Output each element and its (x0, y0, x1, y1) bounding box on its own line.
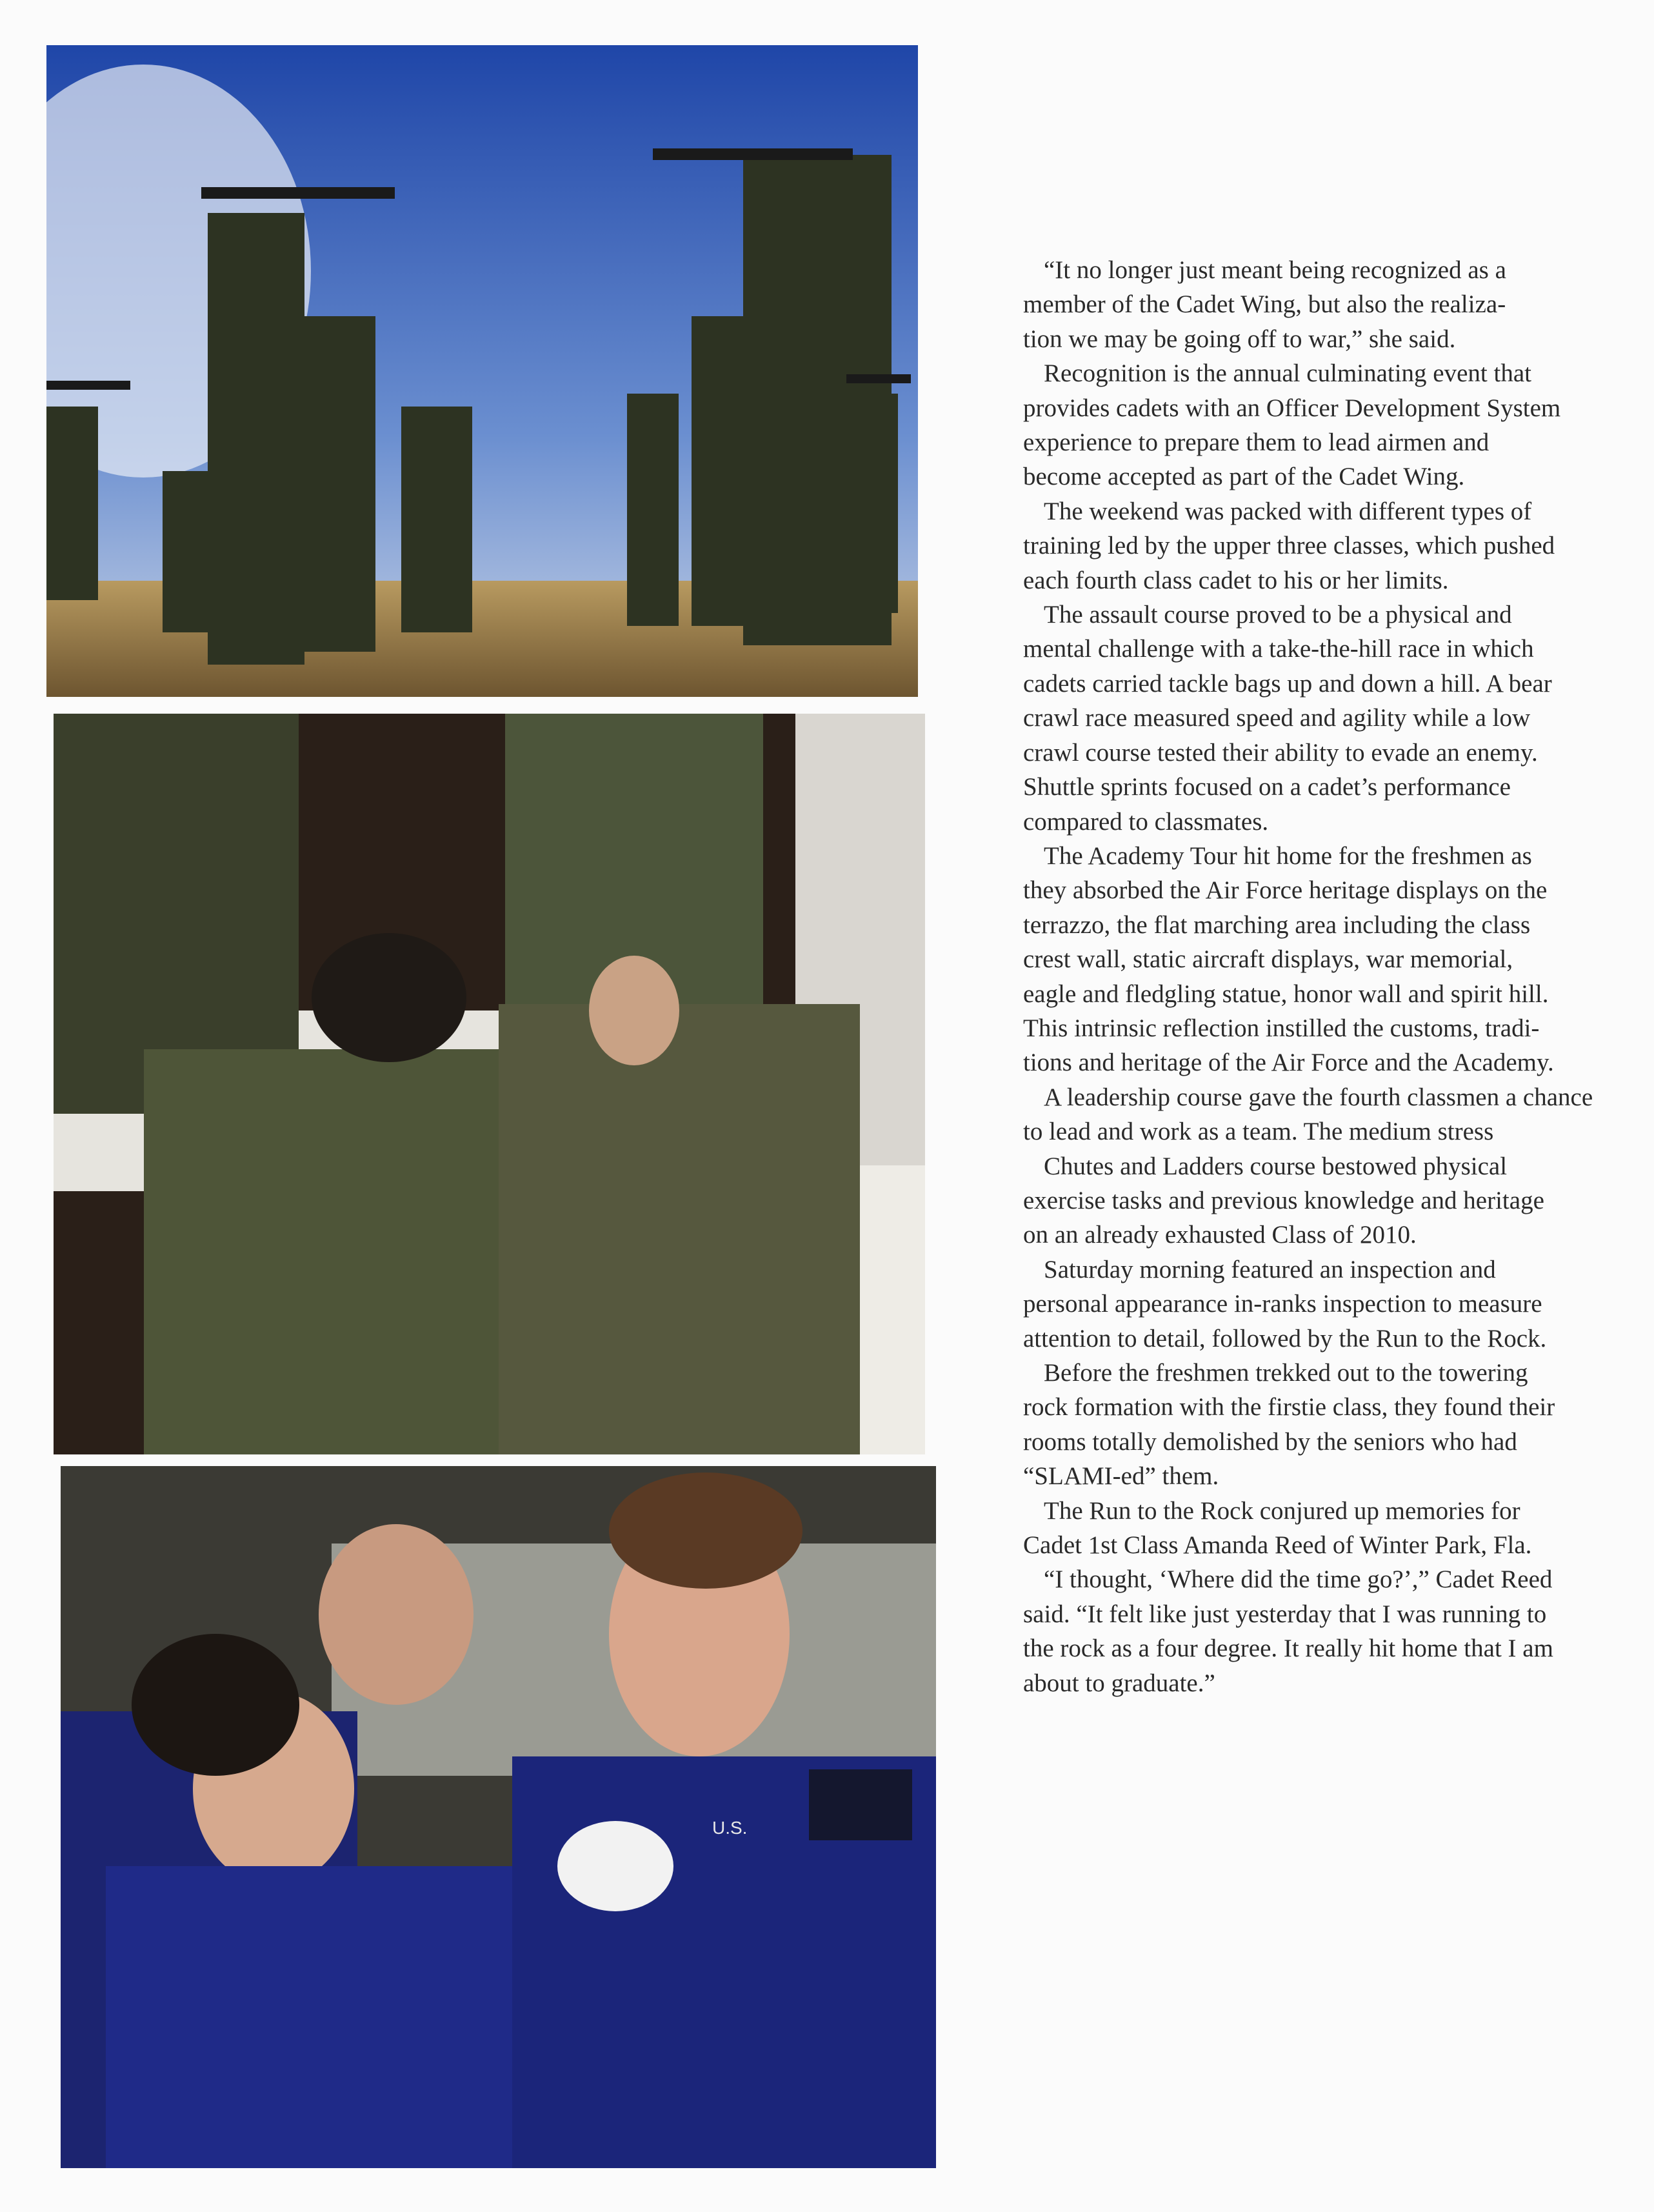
text-line: eagle and fledgling statue, honor wall and spirit hill. (1023, 980, 1549, 1008)
text-line: Saturday morning featured an inspection and (1044, 1255, 1496, 1283)
text-line: “SLAMI-ed” them. (1023, 1462, 1219, 1491)
article-paragraph (1023, 598, 1629, 839)
text-line: tions and heritage of the Air Force and the Academy. (1023, 1049, 1554, 1077)
article-paragraph (1023, 1562, 1629, 1700)
article-paragraph (1023, 1080, 1629, 1149)
photo-cadets-rifle-drill (46, 45, 918, 697)
text-line: This intrinsic reflection instilled the customs, tradi- (1023, 1014, 1540, 1042)
text-line: A leadership course gave the fourth classmen a chance (1044, 1083, 1593, 1111)
article-paragraph (1023, 356, 1629, 494)
photo-cadets-uniform-pinning (61, 1466, 936, 2168)
article-paragraph (1023, 494, 1629, 598)
text-line: Shuttle sprints focused on a cadet’s performance (1023, 773, 1511, 801)
text-line: The weekend was packed with different types of (1044, 497, 1532, 525)
text-line: about to graduate.” (1023, 1669, 1215, 1697)
text-line: crawl course tested their ability to evade an enemy. (1023, 738, 1538, 767)
article-paragraph (1023, 253, 1629, 356)
text-line: experience to prepare them to lead airmen and (1023, 428, 1490, 457)
uniform-us-insignia: U.S. (712, 1818, 748, 1838)
text-line: the rock as a four degree. It really hit home that I am (1023, 1634, 1553, 1663)
article-paragraph (1023, 1149, 1629, 1252)
text-line: training led by the upper three classes, which pushed (1023, 532, 1555, 560)
text-line: crest wall, static aircraft displays, war memorial, (1023, 945, 1513, 974)
text-line: member of the Cadet Wing, but also the realiza- (1023, 290, 1506, 319)
text-line: The Run to the Rock conjured up memories for (1044, 1496, 1520, 1525)
text-line: crawl race measured speed and agility while a low (1023, 704, 1531, 732)
article-paragraph (1023, 1494, 1629, 1563)
article-paragraph (1023, 839, 1629, 1080)
text-line: said. “It felt like just yesterday that I was running to (1023, 1600, 1547, 1628)
text-line: compared to classmates. (1023, 807, 1269, 836)
text-line: on an already exhausted Class of 2010. (1023, 1221, 1417, 1249)
text-line: exercise tasks and previous knowledge and heritage (1023, 1186, 1544, 1214)
text-line: to lead and work as a team. The medium stress (1023, 1118, 1494, 1146)
photo-cadet-low-crawl (54, 714, 925, 1454)
text-line: Before the freshmen trekked out to the towering (1044, 1359, 1528, 1387)
text-line: they absorbed the Air Force heritage displays on the (1023, 876, 1548, 905)
text-line: “It no longer just meant being recognized as a (1044, 256, 1506, 284)
text-line: “I thought, ‘Where did the time go?’,” Cadet Reed (1044, 1565, 1553, 1594)
text-line: tion we may be going off to war,” she said. (1023, 325, 1456, 353)
text-line: each fourth class cadet to his or her limits. (1023, 566, 1449, 594)
text-line: personal appearance in-ranks inspection to measure (1023, 1290, 1542, 1318)
text-line: The Academy Tour hit home for the freshmen as (1044, 841, 1532, 870)
text-line: attention to detail, followed by the Run to the Rock. (1023, 1324, 1547, 1352)
article-body (1023, 253, 1629, 1700)
text-line: The assault course proved to be a physical and (1044, 601, 1512, 629)
text-line: Chutes and Ladders course bestowed physical (1044, 1152, 1508, 1180)
text-line: terrazzo, the flat marching area including the class (1023, 910, 1531, 939)
article-paragraph (1023, 1356, 1629, 1494)
text-line: rooms totally demolished by the seniors who had (1023, 1427, 1517, 1456)
text-line: Cadet 1st Class Amanda Reed of Winter Park, Fla. (1023, 1531, 1532, 1560)
text-line: rock formation with the firstie class, they found their (1023, 1393, 1555, 1422)
text-line: Recognition is the annual culminating event that (1044, 359, 1531, 388)
text-line: mental challenge with a take-the-hill race in which (1023, 635, 1534, 663)
text-line: become accepted as part of the Cadet Wing. (1023, 463, 1465, 491)
text-line: cadets carried tackle bags up and down a hill. A bear (1023, 669, 1552, 698)
article-paragraph (1023, 1252, 1629, 1356)
text-line: provides cadets with an Officer Development System (1023, 394, 1561, 422)
